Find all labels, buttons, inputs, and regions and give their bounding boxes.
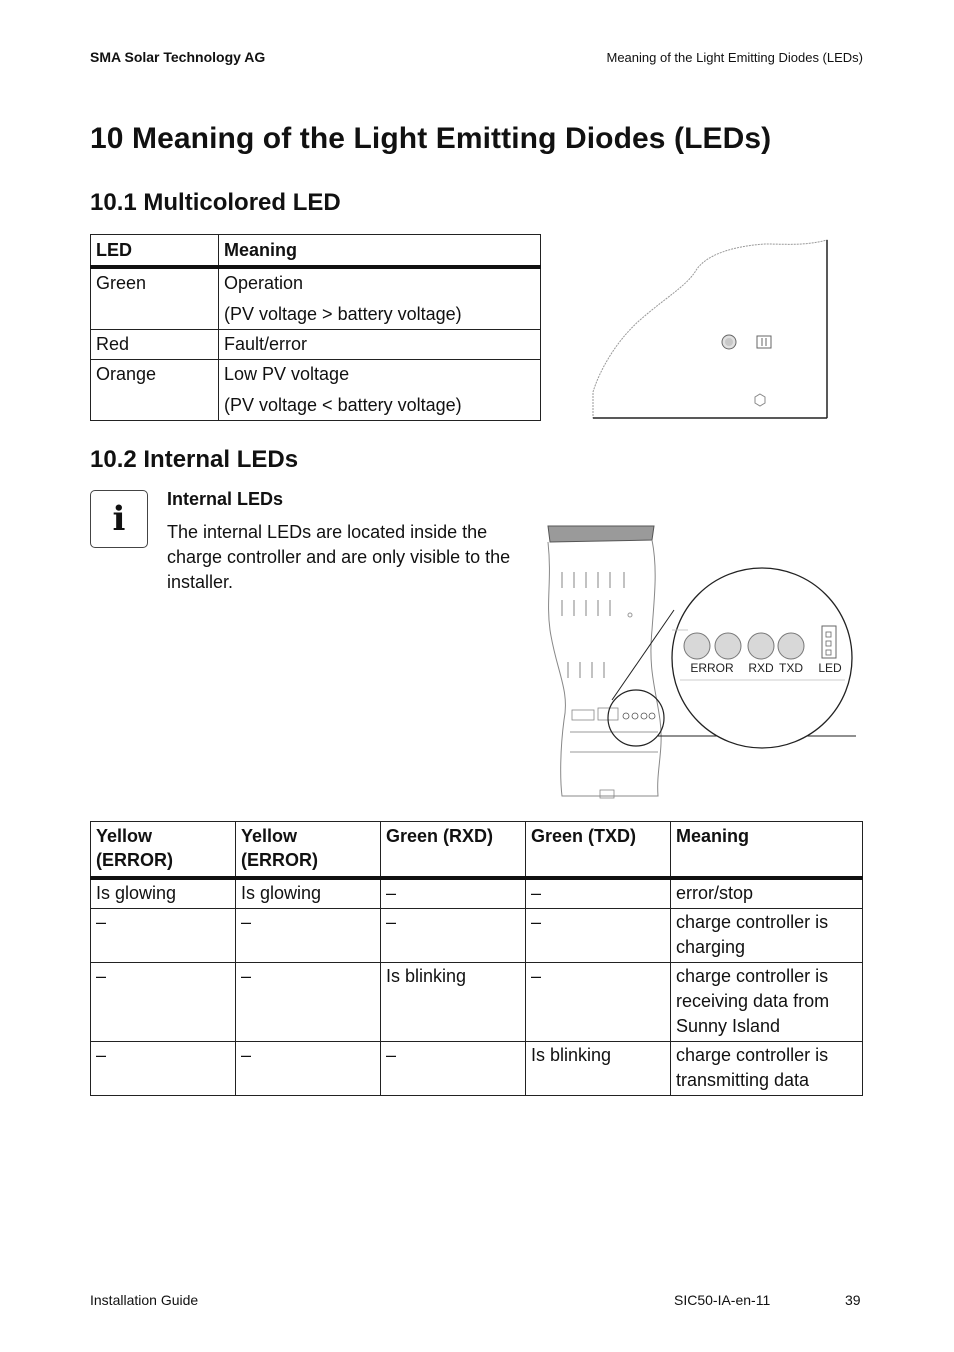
table-cell: – xyxy=(91,963,236,1042)
footer-document-code: SIC50-IA-en-11 xyxy=(674,1292,771,1308)
rxd-led-icon xyxy=(748,633,774,659)
label-error: ERROR xyxy=(690,661,734,675)
cell-text: Operation xyxy=(224,273,304,293)
led-symbol-icon xyxy=(757,336,771,348)
screw-icon xyxy=(755,394,765,406)
vent-slots xyxy=(562,572,624,678)
section-title-multicolored-led: 10.1 Multicolored LED xyxy=(90,189,341,216)
table-cell: error/stop xyxy=(671,878,863,909)
label-rxd: RXD xyxy=(748,661,774,675)
table-cell: Green xyxy=(91,267,219,330)
cell-text: (PV voltage < battery voltage) xyxy=(224,395,462,415)
header-section-title: Meaning of the Light Emitting Diodes (LEDs) xyxy=(606,50,863,65)
info-text: The internal LEDs are located inside the charge controller and are only visible to the installer. xyxy=(167,522,511,592)
table-header-row xyxy=(91,235,541,268)
column-header: LED xyxy=(91,235,219,268)
column-header: Yellow (ERROR) xyxy=(91,822,236,879)
table-cell: – xyxy=(526,878,671,909)
table-cell: charge controller is receiving data from Sunny Island xyxy=(671,963,863,1042)
table-row xyxy=(91,330,541,360)
table-cell: – xyxy=(236,963,381,1042)
table-cell: – xyxy=(381,909,526,963)
table-row xyxy=(91,267,541,330)
header-company: SMA Solar Technology AG xyxy=(90,49,266,65)
internal-leds-table xyxy=(90,821,863,1096)
table-cell: – xyxy=(381,878,526,909)
column-header: Meaning xyxy=(219,235,541,268)
internal-leds-illustration xyxy=(540,520,860,805)
cell-text: Fault/error xyxy=(224,334,308,354)
table-cell: – xyxy=(526,963,671,1042)
info-icon xyxy=(90,490,148,548)
table-cell: – xyxy=(91,1042,236,1096)
label-txd: TXD xyxy=(779,661,803,675)
table-cell: Is blinking xyxy=(381,963,526,1042)
table-header-row xyxy=(91,822,863,879)
footer-document-name: Installation Guide xyxy=(90,1292,199,1308)
table-cell: Is blinking xyxy=(526,1042,671,1096)
table-cell xyxy=(219,267,541,330)
terminal-block-icon xyxy=(572,710,594,720)
multicolored-led-table xyxy=(90,234,541,421)
table-cell xyxy=(219,330,541,360)
table-cell: Is glowing xyxy=(91,878,236,909)
info-icon-glyph: i xyxy=(112,499,126,539)
txd-led-icon xyxy=(778,633,804,659)
housing-top-band xyxy=(548,526,654,542)
column-header: Green (RXD) xyxy=(381,822,526,879)
chapter-title: 10 Meaning of the Light Emitting Diodes (LEDs) xyxy=(90,122,772,155)
table-row xyxy=(91,360,541,421)
table-row xyxy=(91,1042,863,1096)
column-header: Meaning xyxy=(671,822,863,879)
magnify-source-circle xyxy=(608,690,664,746)
error-led-1-icon xyxy=(684,633,710,659)
table-cell: – xyxy=(91,909,236,963)
page-number: 39 xyxy=(845,1292,861,1308)
table-cell: charge controller is charging xyxy=(671,909,863,963)
label-led: LED xyxy=(818,661,842,675)
table-row xyxy=(91,909,863,963)
device-front-illustration xyxy=(585,232,835,424)
table-cell: Is glowing xyxy=(236,878,381,909)
table-row xyxy=(91,963,863,1042)
column-header: Green (TXD) xyxy=(526,822,671,879)
section-title-internal-leds: 10.2 Internal LEDs xyxy=(90,446,299,473)
table-cell: Orange xyxy=(91,360,219,421)
table-cell: Red xyxy=(91,330,219,360)
table-row xyxy=(91,878,863,909)
table-cell xyxy=(219,360,541,421)
error-led-2-icon xyxy=(715,633,741,659)
device-housing-outline xyxy=(593,240,827,418)
table-cell: – xyxy=(236,1042,381,1096)
table-cell: – xyxy=(381,1042,526,1096)
table-cell: – xyxy=(236,909,381,963)
cell-text: (PV voltage > battery voltage) xyxy=(224,304,462,324)
cell-text: Low PV voltage xyxy=(224,364,350,384)
info-title: Internal LEDs xyxy=(167,489,284,509)
table-cell: charge controller is transmitting data xyxy=(671,1042,863,1096)
table-cell: – xyxy=(526,909,671,963)
column-header: Yellow (ERROR) xyxy=(236,822,381,879)
